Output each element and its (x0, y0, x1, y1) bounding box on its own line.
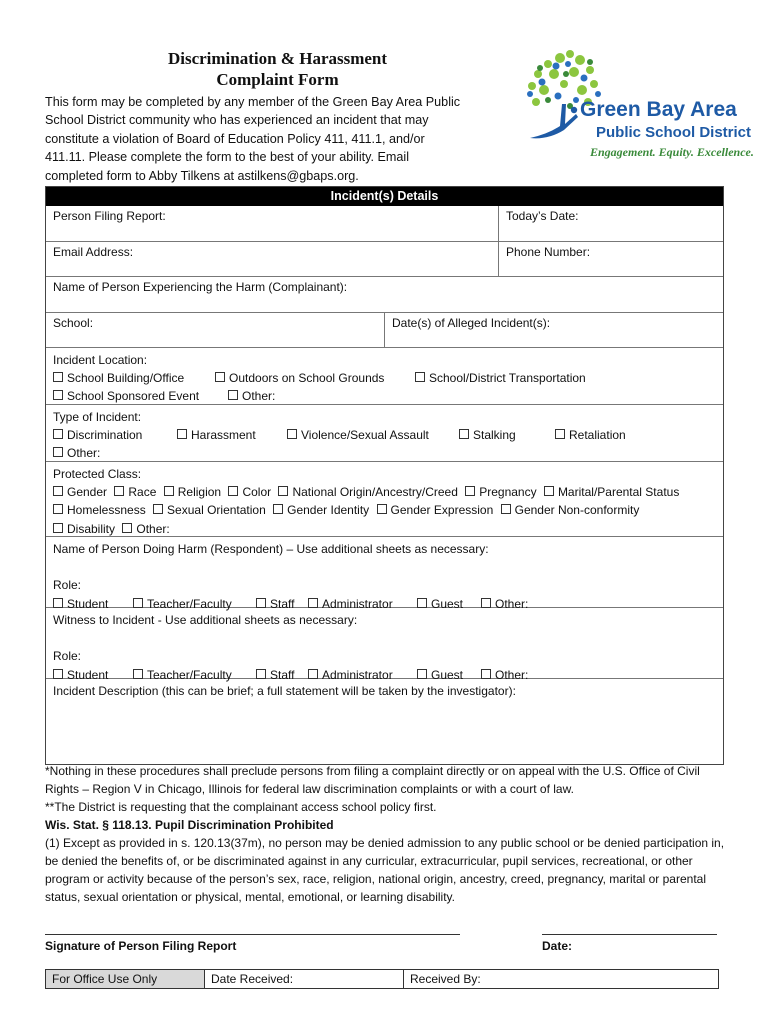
signature-date-line[interactable] (542, 934, 717, 935)
signature-label: Signature of Person Filing Report (45, 939, 237, 953)
class-marital-checkbox[interactable]: Marital/Parental Status (544, 485, 683, 499)
checkbox-icon (377, 504, 387, 514)
respondent-role-label: Role: (53, 578, 82, 593)
contact-row (46, 241, 723, 276)
incident-type-section (46, 404, 723, 461)
phone-field[interactable]: Phone Number: (498, 242, 723, 276)
checkbox-icon (114, 486, 124, 496)
date-received-field[interactable]: Date Received: (204, 970, 403, 988)
office-use-label: For Office Use Only (46, 970, 204, 988)
type-other-checkbox[interactable]: Other: (53, 444, 100, 462)
protected-class-line3 (53, 520, 716, 538)
statute-text: (1) Except as provided in s. 120.13(37m), no person may be denied admission to any public school or be denied participation in, be denied the benefits of, or be discriminated against in any curricular, extracurricular, pupil services, recreational, or other program or activity because of the person’s sex, race, religion, national origin, ancestry, creed, pregnancy, marital or parental status, sexual orientation or physical, mental, emotional, or learning disability. (45, 836, 725, 904)
checkbox-icon (417, 598, 427, 608)
checkbox-icon (228, 486, 238, 496)
witness-guest-checkbox[interactable]: Guest (417, 666, 463, 684)
checkbox-icon (417, 669, 427, 679)
school-field[interactable]: School: (53, 316, 94, 330)
class-color-checkbox[interactable]: Color (228, 485, 275, 499)
signature-date-label: Date: (542, 939, 573, 953)
checkbox-icon (164, 486, 174, 496)
location-other-checkbox[interactable]: Other: (228, 387, 275, 405)
type-harassment-checkbox[interactable]: Harassment (177, 426, 256, 444)
email-field[interactable]: Email Address: (53, 245, 134, 259)
intro-line: 411.11. Please complete the form to the best of your ability. Email (45, 150, 410, 165)
respondent-label[interactable]: Name of Person Doing Harm (Respondent) – Use additional sheets as necessary: (53, 542, 489, 556)
class-gender-identity-checkbox[interactable]: Gender Identity (273, 503, 373, 517)
witness-student-checkbox[interactable]: Student (53, 666, 108, 684)
checkbox-icon (53, 390, 63, 400)
statute-title: Wis. Stat. § 118.13. Pupil Discrimination Prohibited (45, 818, 334, 832)
location-options-line2 (53, 387, 716, 405)
respondent-other-checkbox[interactable]: Other: (481, 595, 528, 613)
incident-description-field[interactable] (46, 678, 723, 764)
type-retaliation-checkbox[interactable]: Retaliation (555, 426, 626, 444)
intro-line: School District community who has experienced an incident that may (45, 113, 429, 128)
class-national-origin-checkbox[interactable]: National Origin/Ancestry/Creed (278, 485, 461, 499)
incident-description-label: Incident Description (this can be brief; a full statement will be taken by the investigator): (53, 684, 516, 698)
incident-details-form (45, 186, 724, 765)
checkbox-icon (133, 598, 143, 608)
checkbox-icon (501, 504, 511, 514)
protected-class-label: Protected Class: (53, 467, 142, 481)
protected-class-line1 (53, 483, 716, 501)
filer-row (46, 206, 723, 241)
district-subname: Public School District (596, 124, 752, 141)
checkbox-icon (555, 429, 565, 439)
intro-paragraph (45, 93, 510, 185)
checkbox-icon (256, 669, 266, 679)
protected-class-section (46, 461, 723, 536)
district-tagline: Engagement. Equity. Excellence. (590, 145, 754, 159)
respondent-student-checkbox[interactable]: Student (53, 595, 108, 613)
checkbox-icon (287, 429, 297, 439)
class-homelessness-checkbox[interactable]: Homelessness (53, 503, 150, 517)
checkbox-icon (53, 429, 63, 439)
checkbox-icon (53, 504, 63, 514)
type-discrimination-checkbox[interactable]: Discrimination (53, 426, 142, 444)
incident-type-options-line2 (53, 444, 716, 462)
class-gender-nonconformity-checkbox[interactable]: Gender Non-conformity (501, 503, 644, 517)
incident-location-label: Incident Location: (53, 353, 148, 367)
checkbox-icon (153, 504, 163, 514)
alleged-dates-field[interactable]: Date(s) of Alleged Incident(s): (384, 313, 723, 347)
location-options-line1 (53, 369, 716, 387)
type-violence-checkbox[interactable]: Violence/Sexual Assault (287, 426, 429, 444)
checkbox-icon (53, 669, 63, 679)
checkbox-icon (177, 429, 187, 439)
respondent-guest-checkbox[interactable]: Guest (417, 595, 463, 613)
class-disability-checkbox[interactable]: Disability (53, 522, 119, 536)
intro-line: constitute a violation of Board of Education Policy 411, 411.1, and/or (45, 131, 425, 146)
checkbox-icon (481, 669, 491, 679)
class-gender-checkbox[interactable]: Gender (53, 485, 111, 499)
checkbox-icon (415, 372, 425, 382)
respondent-section (46, 536, 723, 611)
respondent-staff-checkbox[interactable]: Staff (256, 595, 294, 613)
type-stalking-checkbox[interactable]: Stalking (459, 426, 516, 444)
checkbox-icon (228, 390, 238, 400)
person-filing-field[interactable]: Person Filing Report: (53, 209, 166, 223)
class-pregnancy-checkbox[interactable]: Pregnancy (465, 485, 540, 499)
location-transportation-checkbox[interactable]: School/District Transportation (415, 369, 586, 387)
class-gender-expression-checkbox[interactable]: Gender Expression (377, 503, 498, 517)
location-school-building-checkbox[interactable]: School Building/Office (53, 369, 184, 387)
witness-other-checkbox[interactable]: Other: (481, 666, 528, 684)
policy-note: **The District is requesting that the complainant access school policy first. (45, 800, 437, 814)
protected-class-line2 (53, 501, 716, 519)
complainant-field[interactable]: Name of Person Experiencing the Harm (Complainant): (53, 280, 348, 294)
witness-staff-checkbox[interactable]: Staff (256, 666, 294, 684)
checkbox-icon (53, 372, 63, 382)
intro-line: This form may be completed by any member of the Green Bay Area Public (45, 95, 461, 109)
school-row (46, 312, 723, 347)
witness-label[interactable]: Witness to Incident - Use additional sheets as necessary: (53, 613, 358, 627)
signature-line[interactable] (45, 934, 460, 935)
office-use-row (45, 969, 719, 989)
incident-type-label: Type of Incident: (53, 410, 142, 424)
checkbox-icon (256, 598, 266, 608)
district-name: Green Bay Area (580, 98, 737, 121)
checkbox-icon (53, 486, 63, 496)
section-header: Incident(s) Details (46, 187, 723, 206)
legal-notes (45, 762, 725, 906)
received-by-field[interactable]: Received By: (403, 970, 718, 988)
checkbox-icon (308, 598, 318, 608)
spacer (53, 558, 716, 576)
form-title-line2: Complaint Form (216, 70, 339, 89)
respondent-administrator-checkbox[interactable]: Administrator (308, 595, 393, 613)
checkbox-icon (481, 598, 491, 608)
checkbox-icon (544, 486, 554, 496)
checkbox-icon (122, 523, 132, 533)
class-religion-checkbox[interactable]: Religion (164, 485, 225, 499)
checkbox-icon (53, 523, 63, 533)
form-title-line1: Discrimination & Harassment (167, 49, 388, 68)
checkbox-icon (53, 598, 63, 608)
witness-role-label: Role: (53, 649, 82, 664)
checkbox-icon (278, 486, 288, 496)
witness-section (46, 607, 723, 682)
checkbox-icon (459, 429, 469, 439)
witness-administrator-checkbox[interactable]: Administrator (308, 666, 393, 684)
respondent-teacher-checkbox[interactable]: Teacher/Faculty (133, 595, 232, 613)
checkbox-icon (308, 669, 318, 679)
ocr-note: *Nothing in these procedures shall preclude persons from filing a complaint directly or on appeal with the U.S. Office of Civil Rights – Region V in Chicago, Illinois for federal law discrimination complaints or with a court of law. (45, 764, 700, 796)
witness-teacher-checkbox[interactable]: Teacher/Faculty (133, 666, 232, 684)
spacer (53, 629, 716, 647)
incident-type-options-line1 (53, 426, 716, 444)
class-other-checkbox[interactable]: Other: (122, 522, 173, 536)
checkbox-icon (53, 447, 63, 457)
class-sexual-orientation-checkbox[interactable]: Sexual Orientation (153, 503, 270, 517)
incident-location-section (46, 347, 723, 404)
todays-date-field[interactable]: Today’s Date: (498, 206, 723, 241)
intro-line: completed form to Abby Tilkens at astilkens@gbaps.org. (45, 168, 359, 183)
location-outdoors-checkbox[interactable]: Outdoors on School Grounds (215, 369, 384, 387)
location-sponsored-event-checkbox[interactable]: School Sponsored Event (53, 387, 199, 405)
form-title (120, 48, 435, 90)
checkbox-icon (465, 486, 475, 496)
checkbox-icon (215, 372, 225, 382)
complainant-row (46, 276, 723, 312)
checkbox-icon (273, 504, 283, 514)
checkbox-icon (133, 669, 143, 679)
class-race-checkbox[interactable]: Race (114, 485, 160, 499)
